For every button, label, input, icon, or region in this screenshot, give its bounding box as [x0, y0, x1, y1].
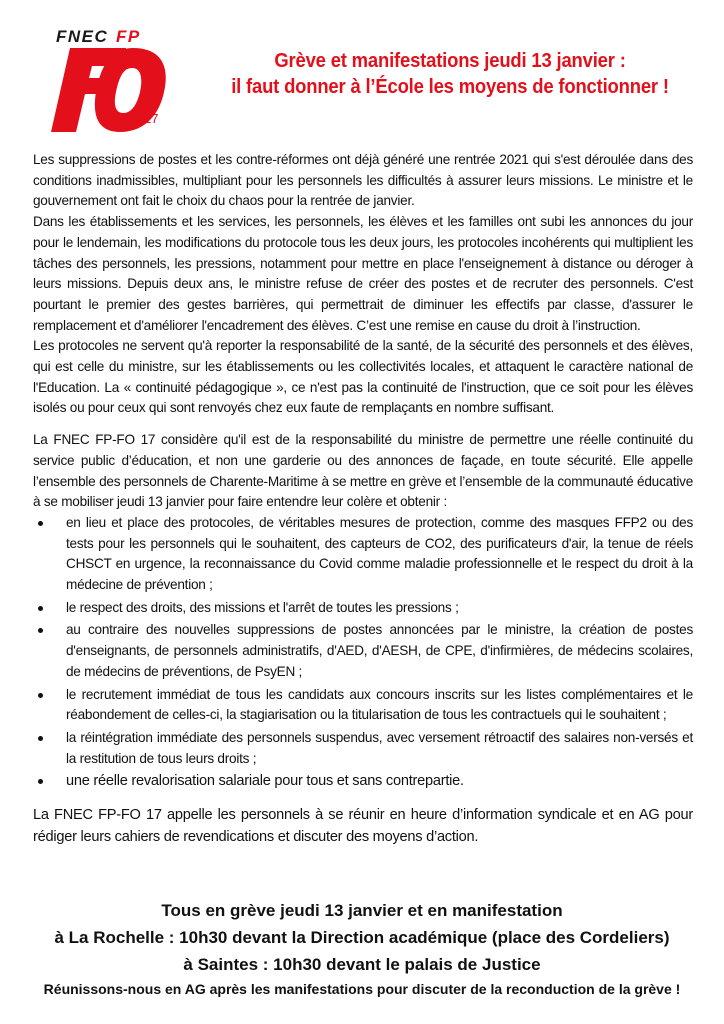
list-item: au contraire des nouvelles suppressions de postes annoncées par le ministre, la création de postes d'enseignants, de personnels administratifs, d'AED, d'AESH, de CPE, d'infirmières, de médecins scolaires, de médecins de préventions, de PsyEN ;: [66, 622, 693, 679]
closing-assembly-line: Réunissons-nous en AG après les manifestations pour discuter de la reconduction de la grève !: [43, 981, 681, 997]
document-body: [33, 150, 693, 863]
logo-number: 17: [144, 111, 159, 126]
list-item: une réelle revalorisation salariale pour tous et sans contrepartie.: [66, 773, 464, 790]
list-item: en lieu et place des protocoles, de véritables mesures de protection, comme des masques FFP2 ou des tests pour les personnels qui le souhaitent, des capteurs de CO2, des purificateurs d'air, la tenue de réels CHSCT en urgence, la reconnaissance du Covid comme maladie professionnelle et le respect du droit à la médecine de prévention ;: [66, 514, 693, 593]
fo-logo-graphic: [48, 22, 173, 134]
title-line-2: il faut donner à l’École les moyens de fonctionner !: [231, 75, 669, 98]
paragraph-intro: Les suppressions de postes et les contre-réformes ont déjà généré une rentrée 2021 qui s'est déroulée dans des conditions inadmissibles, multipliant pour les personnels les difficultés à assurer leurs missions. Le ministre et le gouvernement ont fait le choix du chaos pour la rentrée de janvier.: [33, 152, 693, 209]
logo-fnec-text: FNEC: [56, 27, 109, 46]
logo-fp-text: FP: [116, 27, 141, 46]
closing-block: [20, 897, 704, 1000]
paragraph-general-assembly: La FNEC FP-FO 17 appelle les personnels à se réunir en heure d’information syndicale et en AG pour rédiger leurs cahiers de revendications et discuter des moyens d’action.: [33, 807, 693, 846]
page-title: [185, 48, 715, 100]
list-item: la réintégration immédiate des personnels suspendus, avec versement rétroactif des salaires non-versés et la restitution de tous leurs droits ;: [66, 729, 693, 766]
closing-strike-line: Tous en grève jeudi 13 janvier et en manifestation: [161, 901, 563, 920]
title-line-1: Grève et manifestations jeudi 13 janvier :: [274, 49, 626, 72]
closing-saintes-line: à Saintes : 10h30 devant le palais de Justice: [183, 955, 541, 974]
paragraph-protocols: Les protocoles ne servent qu'à reporter la responsabilité de la santé, de la sécurité des personnels et des élèves, qui est celle du ministre, sur les établissements ou les collectivités locales, et attaquent le caractère national de l'Education. La « continuité pédagogique », ce n'est pas la continuité de l'instruction, que ce soit pour les élèves isolés ou pour ceux qui sont renvoyés chez eux faute de remplaçants en nombre suffisant.: [33, 338, 693, 416]
list-item: le respect des droits, des missions et l'arrêt de toutes les pressions ;: [66, 599, 459, 615]
paragraph-establishments: Dans les établissements et les services, les personnels, les élèves et les familles ont subi les annonces du jour pour le lendemain, les modifications du protocole tous les deux jours, les protocoles incohérents qui multiplient les tâches des personnels, les pressions, notamment pour mettre en place l'enseignement à distance ou déroger à leurs missions. Depuis deux ans, le ministre refuse de créer des postes et de recruter des personnels. C'est pourtant le premier des gestes barrières, qui permettrait de diminuer les effectifs par classe, d'assurer le remplacement et d'améliorer l'encadrement des élèves. C’est une remise en cause du droit à l’instruction.: [33, 214, 693, 333]
paragraph-call-to-strike: La FNEC FP-FO 17 considère qu'il est de la responsabilité du ministre de permettre une réelle continuité du service public d’éducation, et non une garderie ou des annonces de façade, en toute sécurité. Elle appelle l’ensemble des personnels de Charente-Maritime à se mettre en grève et l’ensemble de la communauté éducative à se mobiliser jeudi 13 janvier pour faire entendre leur colère et obtenir :: [33, 432, 693, 510]
closing-la-rochelle-line: à La Rochelle : 10h30 devant la Direction académique (place des Cordeliers): [54, 928, 670, 947]
list-item: le recrutement immédiat de tous les candidats aux concours inscrits sur les listes complémentaires et le réabondement de celles-ci, la stagiarisation ou la titularisation de tous les contractuels qui le souhaitent ;: [66, 686, 693, 723]
demands-list: [33, 513, 693, 792]
fnec-fp-fo-logo: [48, 22, 173, 134]
